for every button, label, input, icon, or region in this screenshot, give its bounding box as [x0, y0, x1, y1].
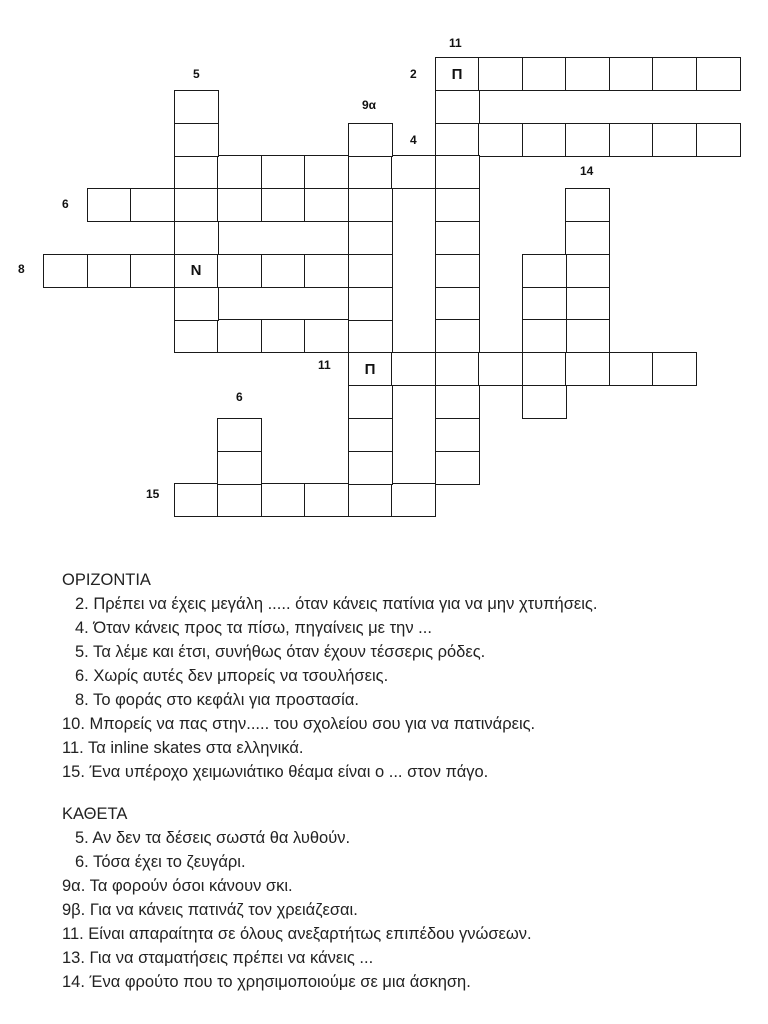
crossword-cell[interactable] — [522, 287, 567, 321]
clue-number-5: 5 — [193, 67, 200, 81]
down-clue: 9α. Τα φορούν όσοι κάνουν σκι. — [62, 877, 293, 895]
crossword-cell[interactable] — [174, 155, 219, 189]
crossword-cell[interactable] — [348, 483, 393, 517]
prefilled-letter: Π — [451, 65, 463, 83]
crossword-cell[interactable] — [348, 287, 393, 321]
crossword-cell[interactable] — [522, 385, 567, 419]
crossword-cell[interactable] — [391, 155, 436, 189]
down-clue: 14. Ένα φρούτο που το χρησιμοποιούμε σε μια άσκηση. — [62, 973, 471, 991]
crossword-cell[interactable] — [304, 188, 349, 222]
crossword-cell[interactable] — [348, 352, 393, 386]
crossword-cell[interactable] — [435, 221, 480, 255]
crossword-cell[interactable] — [391, 352, 436, 386]
crossword-cell[interactable] — [348, 188, 393, 222]
crossword-cell[interactable] — [435, 188, 480, 222]
across-clue: 15. Ένα υπέροχο χειμωνιάτικο θέαμα είναι ο ... στον πάγο. — [62, 763, 489, 781]
down-clue: 13. Για να σταματήσεις πρέπει να κάνεις ... — [62, 949, 374, 967]
crossword-cell[interactable] — [348, 451, 393, 485]
crossword-cell[interactable] — [478, 123, 523, 157]
crossword-cell[interactable] — [174, 254, 219, 288]
crossword-cell[interactable] — [130, 254, 175, 288]
crossword-cell[interactable] — [261, 254, 306, 288]
crossword-cell[interactable] — [348, 155, 393, 189]
crossword-cell[interactable] — [435, 319, 480, 353]
down-clue: 9β. Για να κάνεις πατινάζ τον χρειάζεσαι. — [62, 901, 358, 919]
down-clue: 5. Αν δεν τα δέσεις σωστά θα λυθούν. — [75, 829, 351, 847]
across-clue: 10. Μπορείς να πας στην..... του σχολείου σου για να πατινάρεις. — [62, 715, 536, 733]
crossword-cell[interactable] — [217, 155, 262, 189]
crossword-cell[interactable] — [391, 483, 436, 517]
crossword-cell[interactable] — [348, 123, 393, 157]
crossword-cell[interactable] — [565, 352, 610, 386]
crossword-cell[interactable] — [87, 188, 132, 222]
crossword-cell[interactable] — [522, 57, 567, 91]
across-clue: 8. Το φοράς στο κεφάλι για προστασία. — [75, 691, 359, 709]
crossword-cell[interactable] — [435, 90, 480, 124]
crossword-cell[interactable] — [174, 188, 219, 222]
crossword-cell[interactable] — [217, 483, 262, 517]
clue-number-15: 15 — [146, 487, 160, 501]
crossword-cell[interactable] — [261, 483, 306, 517]
across-clue: 5. Τα λέμε και έτσι, συνήθως όταν έχουν τέσσερις ρόδες. — [75, 643, 486, 661]
crossword-cell[interactable] — [87, 254, 132, 288]
crossword-cell[interactable] — [217, 254, 262, 288]
across-clue: 4. Όταν κάνεις προς τα πίσω, πηγαίνεις με την ... — [75, 619, 432, 637]
crossword-cell[interactable] — [522, 123, 567, 157]
crossword-cell[interactable] — [174, 221, 219, 255]
crossword-cell[interactable] — [174, 319, 219, 353]
across-clue: 2. Πρέπει να έχεις μεγάλη ..... όταν κάνεις πατίνια για να μην χτυπήσεις. — [75, 595, 598, 613]
crossword-cell[interactable] — [565, 287, 610, 321]
crossword-cell[interactable] — [261, 319, 306, 353]
crossword-cell[interactable] — [304, 483, 349, 517]
crossword-cell[interactable] — [478, 352, 523, 386]
down-clue: 11. Είναι απαραίτητα σε όλους ανεξαρτήτως επιπέδου γνώσεων. — [62, 925, 532, 943]
down-heading: ΚΑΘΕΤΑ — [62, 805, 128, 823]
crossword-cell[interactable] — [435, 287, 480, 321]
crossword-cell[interactable] — [130, 188, 175, 222]
crossword-cell[interactable] — [522, 319, 567, 353]
clue-number-4: 4 — [410, 133, 417, 147]
crossword-cell[interactable] — [565, 188, 610, 222]
crossword-cell[interactable] — [174, 483, 219, 517]
crossword-cell[interactable] — [217, 451, 262, 485]
crossword-cell[interactable] — [609, 57, 654, 91]
crossword-cell[interactable] — [522, 352, 567, 386]
clue-number-9a: 9α — [362, 98, 377, 112]
prefilled-letter: Π — [364, 360, 376, 378]
clue-number-6-down: 6 — [236, 390, 243, 404]
crossword-cell[interactable] — [217, 188, 262, 222]
down-clue-list — [62, 826, 762, 994]
crossword-cell[interactable] — [696, 57, 741, 91]
crossword-cell[interactable] — [696, 123, 741, 157]
crossword-cell[interactable] — [435, 451, 480, 485]
crossword-cell[interactable] — [43, 254, 88, 288]
crossword-cell[interactable] — [522, 254, 567, 288]
crossword-cell[interactable] — [174, 287, 219, 321]
crossword-cell[interactable] — [217, 319, 262, 353]
crossword-cell[interactable] — [435, 123, 480, 157]
crossword-cell[interactable] — [565, 123, 610, 157]
crossword-cell[interactable] — [348, 254, 393, 288]
crossword-cell[interactable] — [304, 254, 349, 288]
clue-number-6-across: 6 — [62, 197, 69, 211]
down-clue: 6. Τόσα έχει το ζευγάρι. — [75, 853, 246, 871]
clue-number-11-top: 11 — [449, 36, 462, 50]
crossword-cell[interactable] — [609, 123, 654, 157]
across-clue-list — [62, 592, 762, 784]
crossword-cell[interactable] — [609, 352, 654, 386]
crossword-cell[interactable] — [435, 352, 480, 386]
crossword-cell[interactable] — [565, 221, 610, 255]
crossword-cell[interactable] — [174, 90, 219, 124]
crossword-cell[interactable] — [565, 57, 610, 91]
prefilled-letter: Ν — [190, 262, 202, 280]
crossword-cell[interactable] — [348, 319, 393, 353]
across-clue: 11. Τα inline skates στα ελληνικά. — [62, 739, 304, 757]
across-heading: ΟΡΙΖΟΝΤΙΑ — [62, 571, 151, 589]
crossword-cell[interactable] — [304, 155, 349, 189]
crossword-cell[interactable] — [261, 188, 306, 222]
clue-number-2: 2 — [410, 67, 417, 81]
across-clue: 6. Χωρίς αυτές δεν μπορείς να τσουλήσεις. — [75, 667, 389, 685]
crossword-cell[interactable] — [652, 123, 697, 157]
clues-section — [62, 568, 762, 994]
crossword-cell[interactable] — [435, 254, 480, 288]
crossword-cell[interactable] — [478, 57, 523, 91]
crossword-cell[interactable] — [565, 254, 610, 288]
crossword-cell[interactable] — [435, 385, 480, 419]
crossword-cell[interactable] — [435, 418, 480, 452]
clue-number-14: 14 — [580, 164, 594, 178]
crossword-cell[interactable] — [304, 319, 349, 353]
crossword-cell[interactable] — [348, 418, 393, 452]
crossword-cell[interactable] — [435, 155, 480, 189]
crossword-cell[interactable] — [217, 418, 262, 452]
crossword-cell[interactable] — [652, 352, 697, 386]
crossword-cell[interactable] — [348, 385, 393, 419]
crossword-cell[interactable] — [261, 155, 306, 189]
crossword-cell[interactable] — [435, 57, 480, 91]
crossword-cell[interactable] — [565, 319, 610, 353]
crossword-cell[interactable] — [652, 57, 697, 91]
clue-number-11-left: 11 — [318, 358, 331, 372]
crossword-cell[interactable] — [174, 123, 219, 157]
clue-number-8: 8 — [18, 262, 25, 276]
crossword-cell[interactable] — [348, 221, 393, 255]
